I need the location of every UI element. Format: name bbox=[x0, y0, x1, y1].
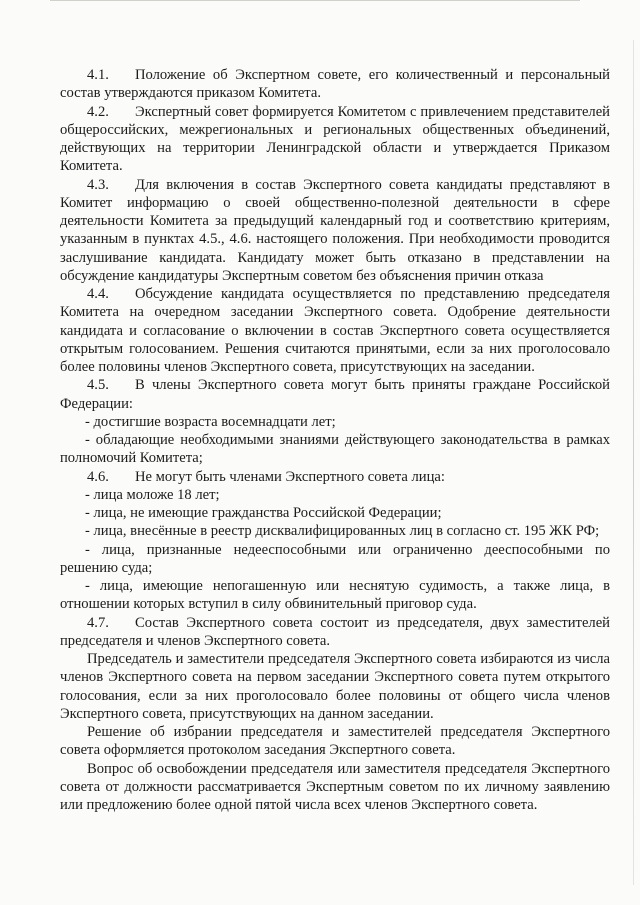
scan-edge-line bbox=[633, 40, 634, 885]
clause-number: 4.7. bbox=[87, 614, 109, 631]
list-item: - лица, признанные недееспособными или ограниченно дееспособными по решению суда; bbox=[60, 541, 610, 576]
clause-4-4 bbox=[60, 285, 610, 376]
clause-4-1 bbox=[60, 66, 610, 103]
clause-4-2 bbox=[60, 103, 610, 176]
clause-text: Экспертный совет формируется Комитетом с привлечением представителей общероссийских, межрегиональных и региональных общественных объединений, действующих на территории Ленинградской области и утверждается Приказом Комитета. bbox=[60, 103, 610, 175]
paragraph: Решение об избрании председателя и заместителей председателя Экспертного совета оформляется протоколом заседания Экспертного совета. bbox=[60, 724, 610, 759]
clause-text: Для включения в состав Экспертного совета кандидаты представляют в Комитет информацию о своей общественно-полезной деятельности в сфере деятельности Комитета за предыдущий календарный год и соответствию критериям, указанным в пунктах 4.5., 4.6. настоящего положения. При необходимости проводится заслушивание кандидата. Кандидату может быть отказано в представлении на обсуждение кандидатуры Экспертным советом без объяснения причин отказа bbox=[60, 176, 610, 284]
clause-4-3 bbox=[60, 176, 610, 286]
clause-4-6 bbox=[60, 468, 610, 486]
clause-number: 4.1. bbox=[87, 67, 109, 83]
paragraph: Председатель и заместители председателя Экспертного совета избираются из числа членов Экспертного совета на первом заседании Экспертного совета путем открытого голосования, если за них проголосовало более половины от общего числа членов Экспертного совета, присутствующих на данном заседании. bbox=[60, 651, 610, 722]
clause-number: 4.6. bbox=[87, 468, 109, 485]
clause-number: 4.4. bbox=[87, 286, 109, 302]
list-item: - достигшие возраста восемнадцати лет; bbox=[85, 413, 336, 430]
clause-text: Положение об Экспертном совете, его количественный и персональный состав утверждаются приказом Комитета. bbox=[60, 67, 610, 102]
list-item: - лица, не имеющие гражданства Российской Федерации; bbox=[85, 505, 442, 521]
clause-text: В члены Экспертного совета могут быть приняты граждане Российской Федерации: bbox=[60, 377, 610, 412]
list-item: - лица моложе 18 лет; bbox=[85, 486, 220, 503]
list-item: - лица, внесённые в реестр дисквалифицированных лиц в согласно ст. 195 ЖК РФ; bbox=[85, 523, 600, 540]
clause-text: Состав Экспертного совета состоит из председателя, двух заместителей председателя и членов Экспертного совета. bbox=[60, 614, 610, 649]
clause-number: 4.5. bbox=[87, 377, 109, 394]
list-item: - лица, имеющие непогашенную или неснятую судимость, а также лица, в отношении которых вступил в силу обвинительный приговор суда. bbox=[60, 578, 610, 613]
clause-4-5 bbox=[60, 376, 610, 413]
clause-text: Обсуждение кандидата осуществляется по представлению председателя Комитета на очередном заседании Экспертного совета. Одобрение деятельности кандидата и согласование о включении в состав Экспертного совета осуществляется открытым голосованием. Решения считаются принятыми, если за них проголосовало более половины членов Экспертного совета, присутствующих на заседании. bbox=[60, 286, 610, 375]
clause-number: 4.3. bbox=[87, 176, 109, 193]
document-body bbox=[60, 66, 610, 814]
clause-number: 4.2. bbox=[87, 103, 109, 120]
paragraph: Вопрос об освобождении председателя или заместителя председателя Экспертного совета от должности рассматривается Экспертным советом по их личному заявлению или предложению более одной пятой числа всех членов Экспертного совета. bbox=[60, 760, 610, 813]
clause-4-7 bbox=[60, 614, 610, 651]
list-item: - обладающие необходимыми знаниями действующего законодательства в рамках полномочий Комитета; bbox=[60, 432, 610, 467]
clause-text: Не могут быть членами Экспертного совета лица: bbox=[135, 468, 445, 485]
